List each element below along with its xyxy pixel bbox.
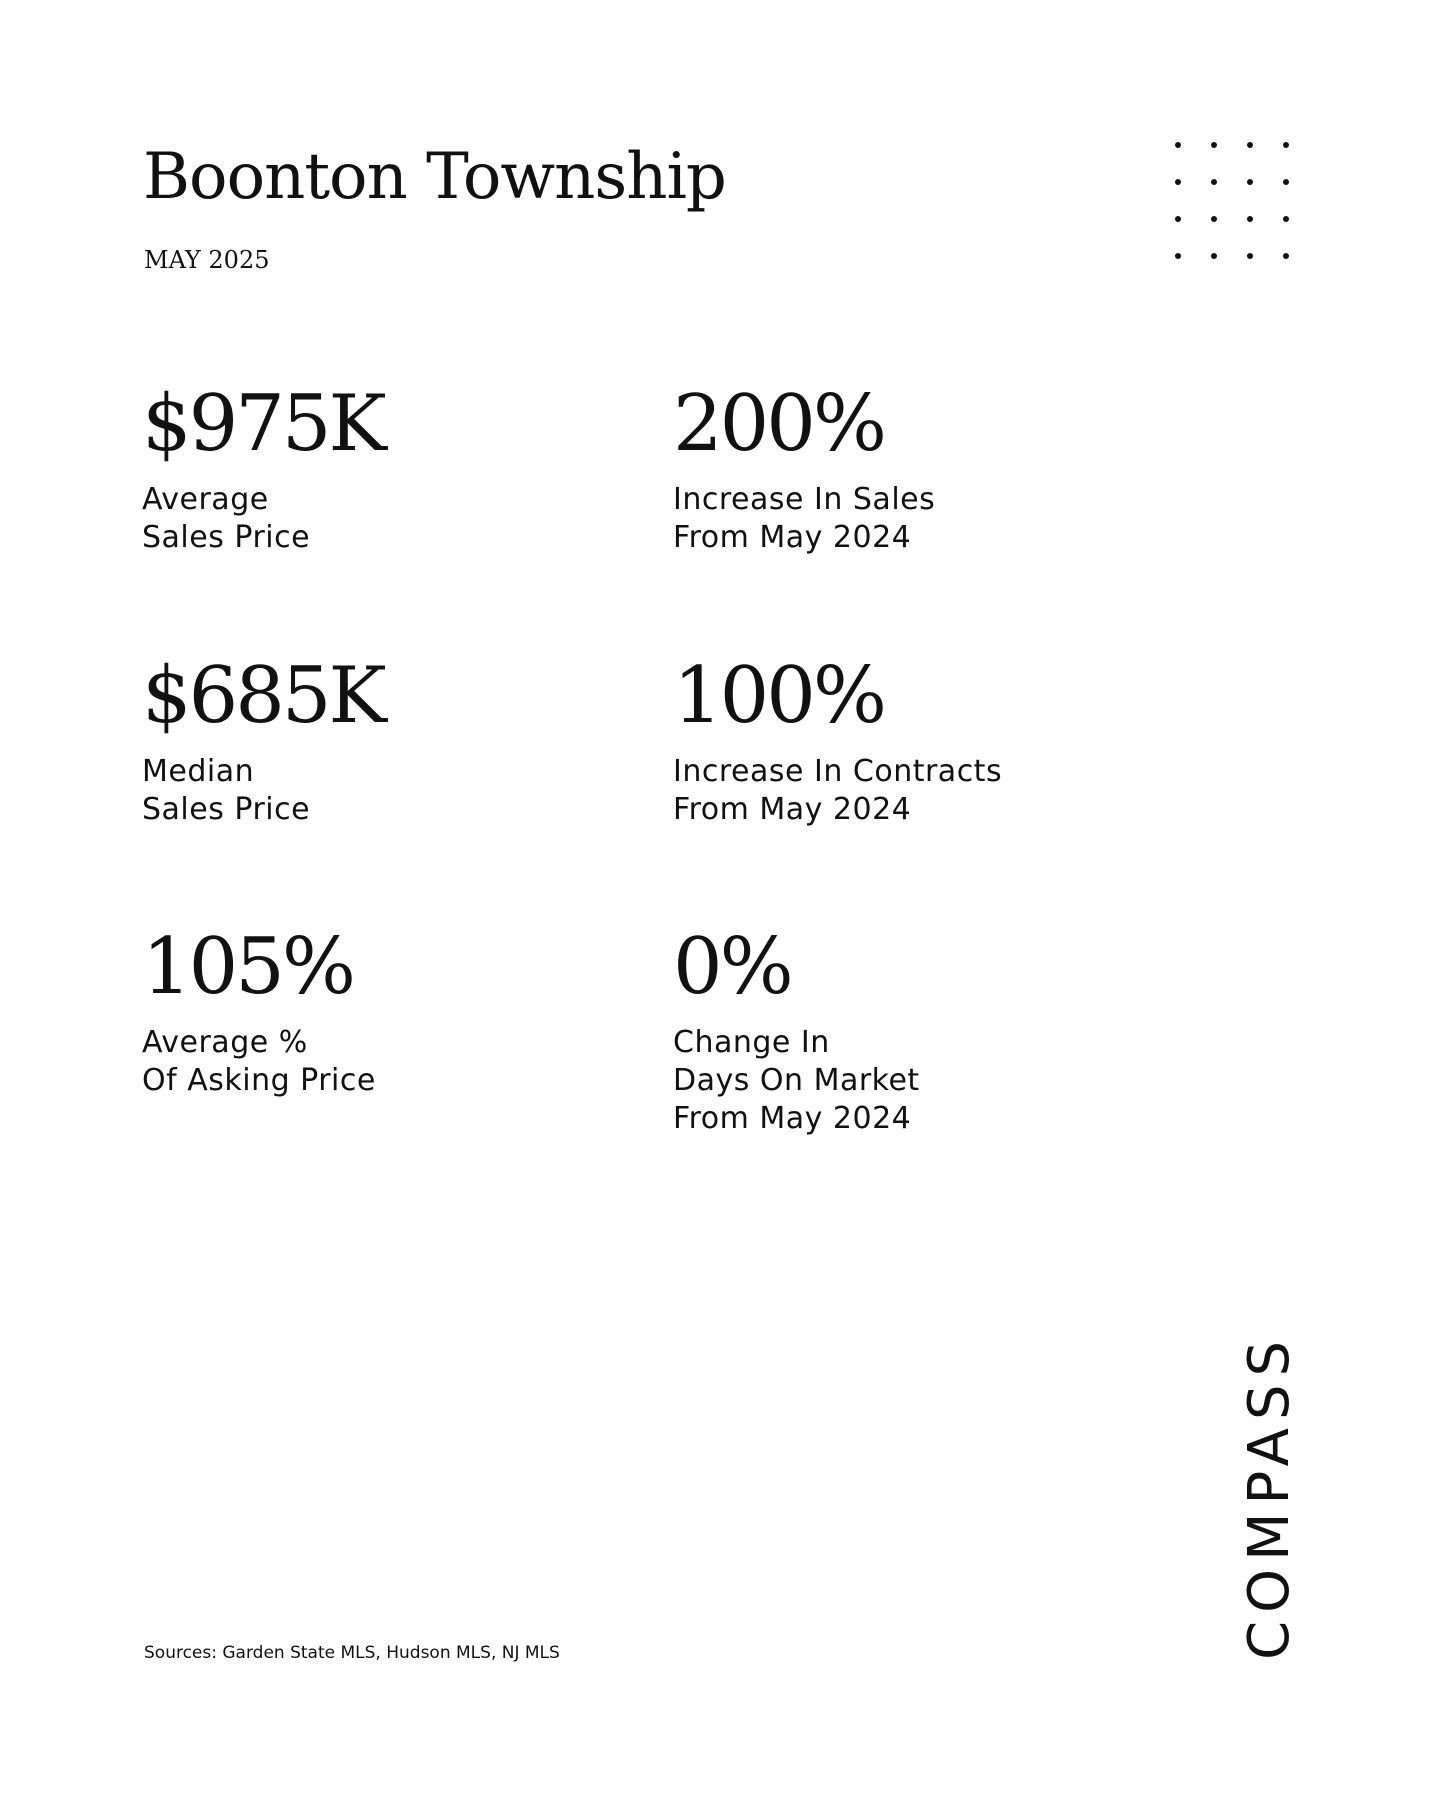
stat-label-line: From May 2024	[673, 1101, 912, 1136]
stat-label-line: Average	[142, 482, 269, 517]
stat-label-line: Change In	[673, 1025, 830, 1060]
dot	[1283, 216, 1289, 222]
stat-label-line: Sales Price	[142, 792, 311, 827]
stat-label-line: Of Asking Price	[142, 1063, 376, 1098]
stat-increase-in-sales	[673, 379, 936, 557]
dot	[1175, 142, 1181, 148]
stat-value: 105%	[142, 922, 353, 1012]
stat-increase-in-contracts	[673, 651, 1003, 829]
stat-label-line: Increase In Contracts	[673, 754, 1003, 789]
dot-grid-icon	[1175, 142, 1305, 274]
stat-label	[142, 1024, 376, 1100]
dot	[1175, 253, 1181, 259]
stat-value: $975K	[142, 379, 384, 469]
stat-label	[673, 753, 1002, 829]
stat-label-line: Sales Price	[142, 520, 311, 555]
stat-label	[673, 1024, 920, 1138]
stat-value: 200%	[673, 379, 884, 469]
sources-note: Sources: Garden State MLS, Hudson MLS, NJ MLS	[144, 1643, 560, 1663]
stat-label-line: Median	[142, 754, 255, 789]
dot	[1247, 253, 1253, 259]
dot	[1247, 179, 1253, 185]
stat-change-in-days-on-market	[673, 922, 920, 1138]
stat-label-line: Average %	[142, 1025, 308, 1060]
dot	[1283, 253, 1289, 259]
page-title: Boonton Township	[143, 140, 726, 214]
dot	[1283, 142, 1289, 148]
stat-value: 0%	[673, 922, 791, 1012]
stat-label-line: Increase In Sales	[673, 482, 936, 517]
stat-median-sales-price	[142, 651, 384, 829]
stat-value: $685K	[142, 651, 384, 741]
dot	[1211, 216, 1217, 222]
stat-label	[673, 481, 935, 557]
dot	[1211, 179, 1217, 185]
dot	[1247, 216, 1253, 222]
dot	[1211, 142, 1217, 148]
dot	[1175, 216, 1181, 222]
stat-label	[142, 753, 384, 829]
stat-label-line: From May 2024	[673, 520, 912, 555]
report-date: MAY 2025	[144, 246, 270, 274]
stat-value: 100%	[673, 651, 884, 741]
dot	[1175, 179, 1181, 185]
stat-label-line: From May 2024	[673, 792, 912, 827]
compass-logo: COMPASS	[1237, 1332, 1302, 1660]
stat-average-sales-price	[142, 379, 384, 557]
dot	[1283, 179, 1289, 185]
stat-average-of-asking-price	[142, 922, 376, 1100]
stat-label-line: Days On Market	[673, 1063, 920, 1098]
dot	[1211, 253, 1217, 259]
dot	[1247, 142, 1253, 148]
stat-label	[142, 481, 384, 557]
